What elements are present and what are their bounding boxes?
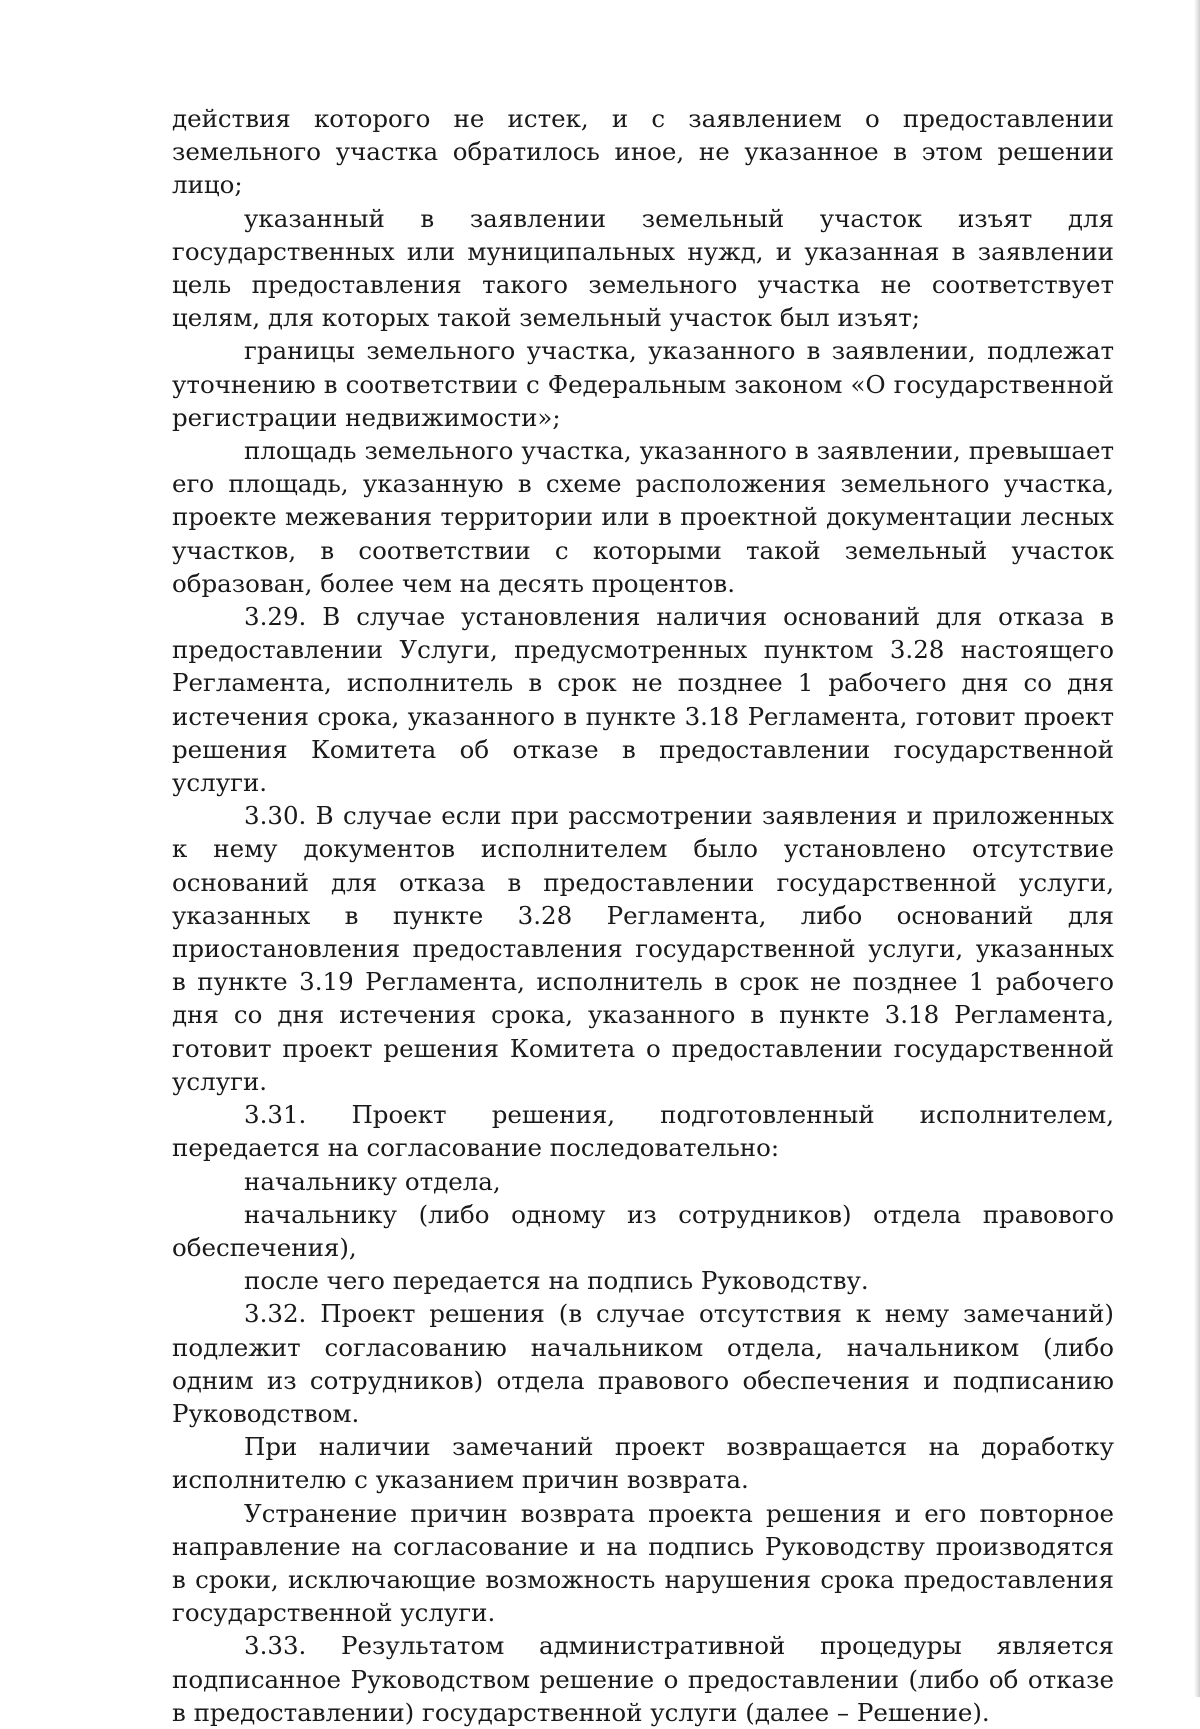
paragraph-8: начальнику отдела, bbox=[244, 1166, 501, 1196]
document-body bbox=[172, 102, 1114, 1729]
paragraph-7: 3.31. Проект решения, подготовленный исполнителем, передается на согласование последовательно: bbox=[172, 1100, 1114, 1163]
paragraph-4: площадь земельного участка, указанного в заявлении, превышает его площадь, указанную в схеме расположения земельного участка, проекте межевания территории или в проектной документации лесных участков, в соответствии с которыми такой земельный участок образован, более чем на десять процентов. bbox=[172, 436, 1114, 598]
paragraph-3: границы земельного участка, указанного в заявлении, подлежат уточнению в соответствии с Федеральным законом «О государственной регистрации недвижимости»; bbox=[172, 336, 1114, 432]
paragraph-9: начальнику (либо одному из сотрудников) отдела правового обеспечения), bbox=[172, 1199, 1114, 1262]
paragraph-14: 3.33. Результатом административной процедуры является подписанное Руководством решение о предоставлении (либо об отказе в предоставлении) государственной услуги (далее – Решение). bbox=[172, 1631, 1114, 1727]
paragraph-5: 3.29. В случае установления наличия оснований для отказа в предоставлении Услуги, предусмотренных пунктом 3.28 настоящего Регламента, исполнитель в срок не позднее 1 рабочего дня со дня истечения срока, указанного в пункте 3.18 Регламента, готовит проект решения Комитета об отказе в предоставлении государственной услуги. bbox=[172, 602, 1114, 798]
paragraph-6: 3.30. В случае если при рассмотрении заявления и приложенных к нему документов исполнителем было установлено отсутствие оснований для отказа в предоставлении государственной услуги, указанных в пункте 3.28 Регламента, либо оснований для приостановления предоставления государственной услуги, указанных в пункте 3.19 Регламента, исполнитель в срок не позднее 1 рабочего дня со дня истечения срока, указанного в пункте 3.18 Регламента, готовит проект решения Комитета о предоставлении государственной услуги. bbox=[172, 801, 1114, 1096]
paragraph-2: указанный в заявлении земельный участок изъят для государственных или муниципальных нужд, и указанная в заявлении цель предоставления такого земельного участка не соответствует целям, для которых такой земельный участок был изъят; bbox=[172, 203, 1114, 333]
paragraph-10: после чего передается на подпись Руководству. bbox=[244, 1266, 869, 1296]
paragraph-13: Устранение причин возврата проекта решения и его повторное направление на согласование и на подпись Руководству производятся в сроки, исключающие возможность нарушения срока предоставления государственной услуги. bbox=[172, 1498, 1114, 1628]
paragraph-11: 3.32. Проект решения (в случае отсутствия к нему замечаний) подлежит согласованию начальником отдела, начальником (либо одним из сотрудников) отдела правового обеспечения и подписанию Руководством. bbox=[172, 1299, 1114, 1428]
paragraph-1: действия которого не истек, и с заявлением о предоставлении земельного участка обратилось иное, не указанное в этом решении лицо; bbox=[172, 104, 1114, 200]
page-edge-shadow bbox=[1194, 0, 1200, 1697]
paragraph-12: При наличии замечаний проект возвращается на доработку исполнителю с указанием причин возврата. bbox=[172, 1432, 1114, 1495]
